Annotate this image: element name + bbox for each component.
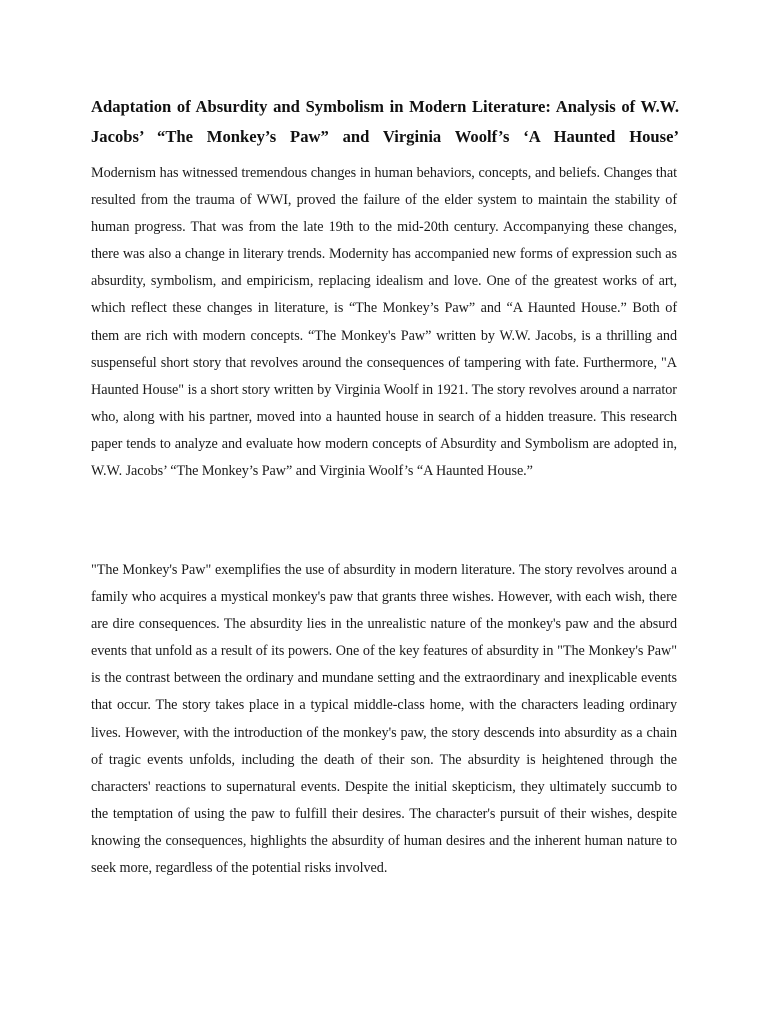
document-title: Adaptation of Absurdity and Symbolism in Modern Literature: Analysis of W.W. Jacobs’ “The Monkey’s Paw” and Virginia Woolf’s ‘A Haunted House’	[91, 97, 679, 146]
body-paragraph-absurdity: "The Monkey's Paw" exemplifies the use of absurdity in modern literature. The story revolves around a family who acquires a mystical monkey's paw that grants three wishes. However, with each wish, there are dire consequences. The absurdity lies in the unrealistic nature of the monkey's paw and the absurd events that unfold as a result of its powers. One of the key features of absurdity in "The Monkey's Paw" is the contrast between the ordinary and mundane setting and the extraordinary and inexplicable events that occur. The story takes place in a typical middle-class home, with the characters leading ordinary lives. However, with the introduction of the monkey's paw, the story descends into absurdity as a chain of tragic events unfolds, including the death of their son. The absurdity is heightened through the characters' reactions to supernatural events. Despite the initial skepticism, they ultimately succumb to the temptation of using the paw to fulfill their desires. The character's pursuit of their wishes, despite knowing the consequences, highlights the absurdity of human desires and the inherent human nature to seek more, regardless of the potential risks involved.	[91, 562, 677, 877]
body-paragraph-introduction: Modernism has witnessed tremendous changes in human behaviors, concepts, and beliefs. Changes that resulted from the trauma of WWI, proved the failure of the elder system to maintain the stability of human progress. That was from the late 19th to the mid-20th century. Accompanying these changes, there was also a change in literary trends. Modernity has accompanied new forms of expression such as absurdity, symbolism, and empiricism, replacing idealism and love. One of the greatest works of art, which reflect these changes in literature, is “The Monkey’s Paw” and “A Haunted House.” Both of them are rich with modern concepts. “The Monkey's Paw” written by W.W. Jacobs, is a thrilling and suspenseful short story that revolves around the consequences of tampering with fate. Furthermore, "A Haunted House" is a short story written by Virginia Woolf in 1921. The story revolves around a narrator who, along with his partner, moved into a haunted house in search of a hidden treasure. This research paper tends to analyze and evaluate how modern concepts of Absurdity and Symbolism are adopted in, W.W. Jacobs’ “The Monkey’s Paw” and Virginia Woolf’s “A Haunted House.”	[91, 165, 677, 480]
